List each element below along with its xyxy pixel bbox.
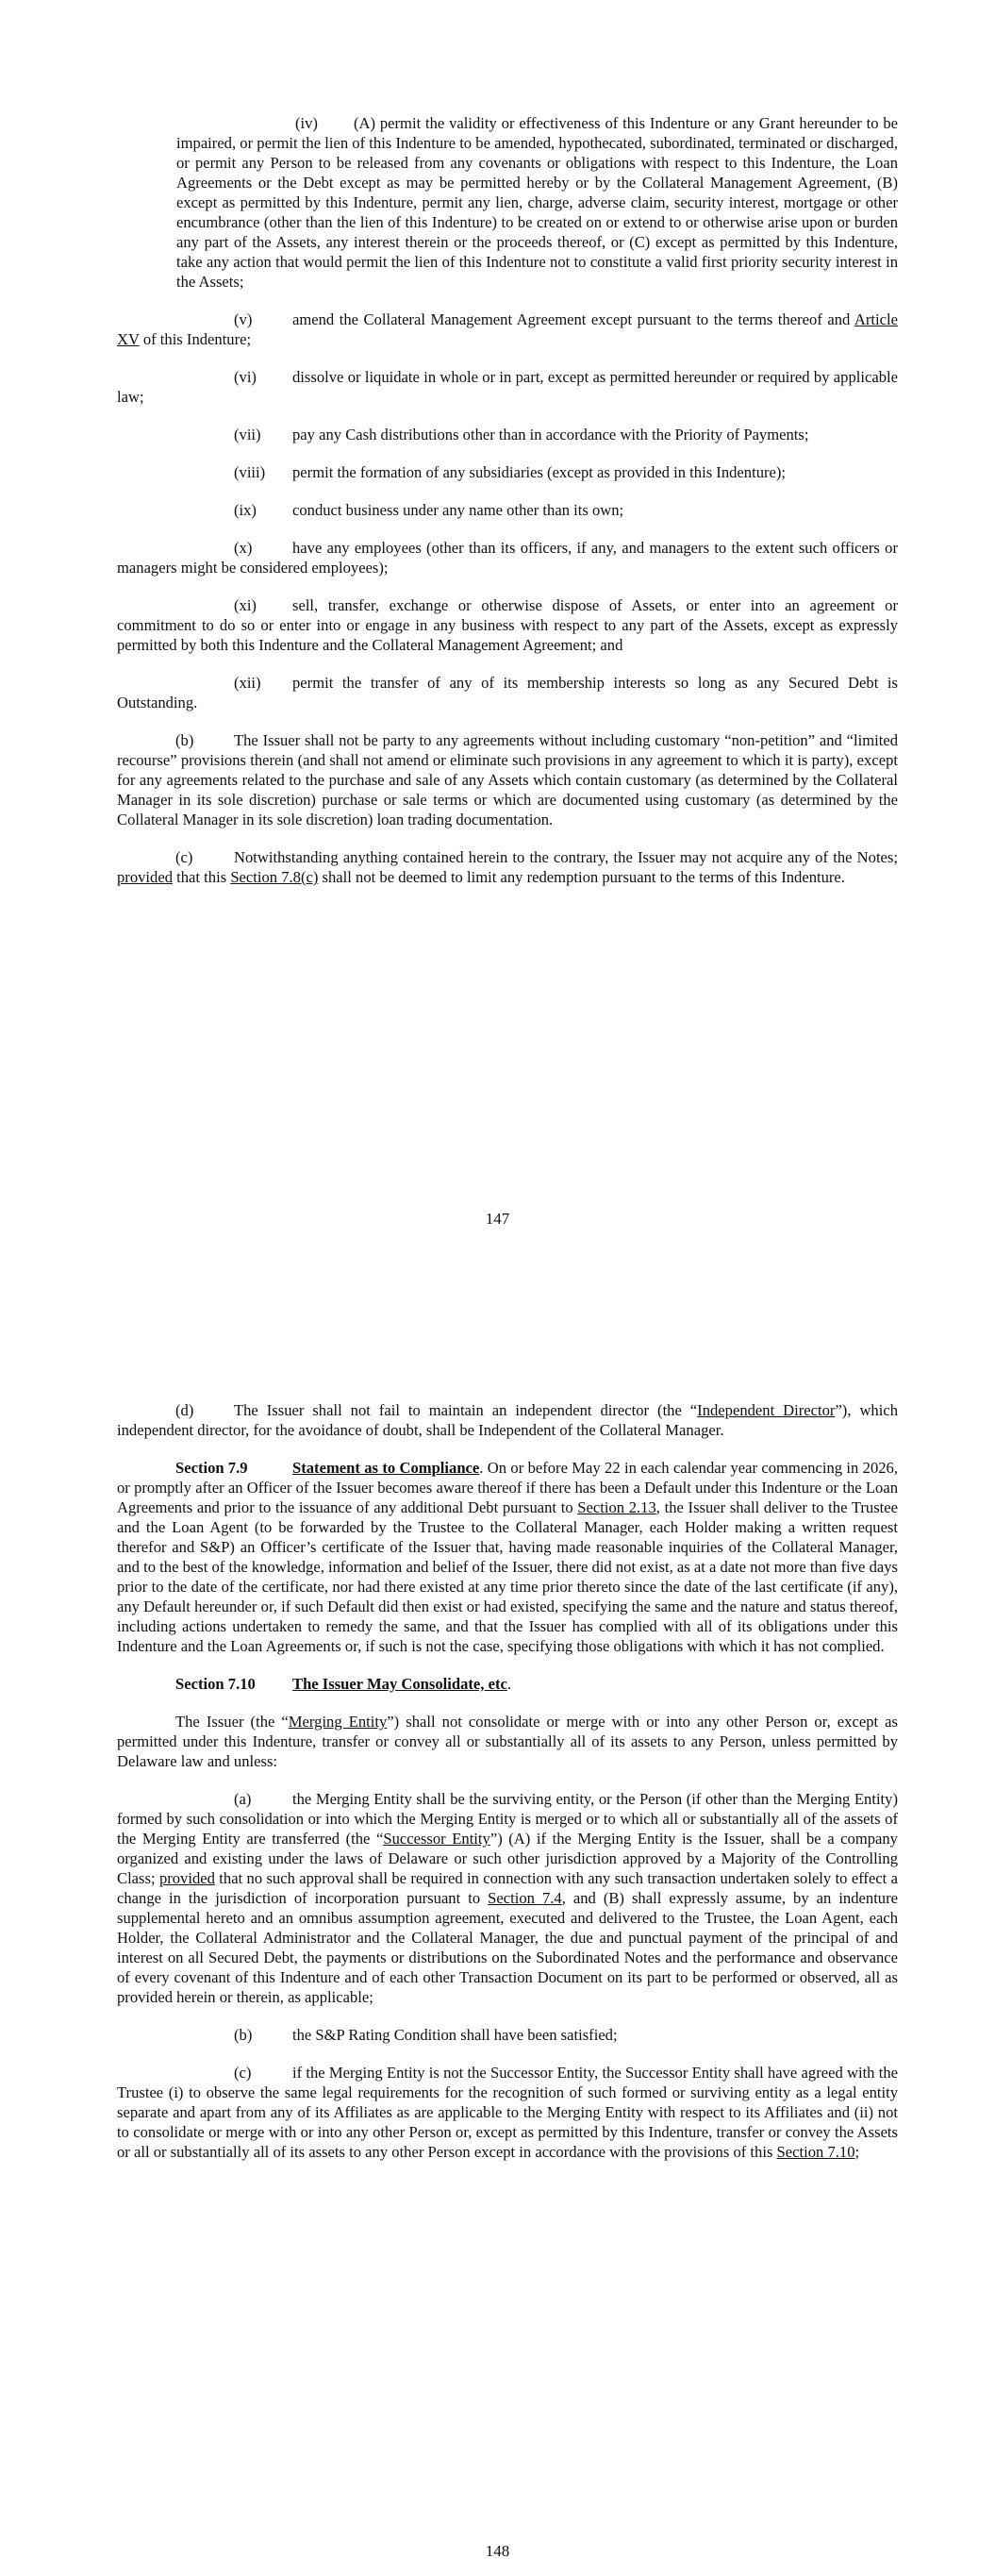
clause-text: if the Merging Entity is not the Successor Entity, the Successor Entity shall have agreed with the Trustee (i) to observe the same legal requirements for the recognition of such formed or surviving entity as a legal entity separate and apart from any of its Affiliates as are applicable to the Merging Entity with respect to its Affiliates and (ii) not to consolidate or merge with or into any other Person or, except as permitted by this Indenture, transfer or convey the Assets or all or substantially all of its assets to any other Person except in accordance with the provisions of this <box>117 2064 898 2161</box>
clause-text: conduct business under any name other than its own; <box>292 501 624 519</box>
clause-label: (viii) <box>234 463 266 481</box>
clause-label: (b) <box>234 2026 253 2044</box>
clause-x <box>117 538 898 577</box>
paragraph-text: that this <box>173 868 231 886</box>
paragraph-text: ”), which independent director, for the avoidance of doubt, shall be Independent of the Collateral Manager. <box>117 1401 898 1439</box>
clause-ix <box>117 500 898 520</box>
section-2-13-link[interactable]: Section 2.13 <box>577 1498 656 1516</box>
clause-label: (v) <box>234 310 253 328</box>
paragraph-d <box>117 1400 898 1440</box>
paragraph-label: (d) <box>175 1401 194 1419</box>
clause-viii <box>117 462 898 482</box>
clause-text: that no such approval shall be required in connection with any such transaction undertaken solely to effect a change in the jurisdiction of incorporation pursuant to <box>117 1869 899 1907</box>
clause-text: , and (B) shall expressly assume, by an indenture supplemental hereto and an omnibus assumption agreement, executed and delivered to the Trustee, the Loan Agent, each Holder, the Collateral Administrator and the Collateral Manager, the due and punctual payment of the principal of and interest on all Secured Debt, the payments or distributions on the Subordinated Notes and the performance and observance of every covenant of this Indenture and of each other Transaction Document on its part to be performed or observed, all as provided herein or therein, as applicable; <box>117 1889 898 2006</box>
section-text: , the Issuer shall deliver to the Trustee and the Loan Agent (to be forwarded by the Trustee to the Collateral Manager, each Holder making a written request therefor and S&P) an Officer’s certificate of the Issuer that, having made reasonable inquiries of the Collateral Manager, and to the best of the knowledge, information and belief of the Issuer, there did not exist, as at a date not more than five days prior to the date of the certificate, nor had there existed at any time prior thereto since the date of the last certificate (if any), any Default hereunder or, if such Default did then exist or had existed, specifying the same and the nature and status thereof, including actions undertaken to remedy the same, and that the Issuer has complied with all of its obligations under this Indenture and the Loan Agreements or, if such is not the case, specifying those obligations with which it has not complied. <box>117 1498 898 1655</box>
successor-entity-term: Successor Entity <box>383 1830 490 1848</box>
paragraph-text: The Issuer shall not fail to maintain an independent director (the “ <box>234 1401 698 1419</box>
provided-term: provided <box>117 868 173 886</box>
paragraph-c <box>117 847 898 887</box>
clause-text: the S&P Rating Condition shall have been satisfied; <box>292 2026 618 2044</box>
page-148 <box>0 1227 995 2576</box>
clause-label: (xii) <box>234 674 261 692</box>
paragraph-text: The Issuer shall not be party to any agreements without including customary “non-petition” and “limited recourse” provisions therein (and shall not amend or eliminate such provisions in any agreement to which it is party), except for any agreements related to the purchase and sale of any Assets which contain customary (as determined by the Collateral Manager in its sole discretion) purchase or sale terms or which are documented using customary (as determined by the Collateral Manager in its sole discretion) loan trading documentation. <box>117 731 898 828</box>
clause-iv <box>176 113 898 292</box>
paragraph-text: ”) shall not consolidate or merge with or into any other Person or, except as permitted under this Indenture, transfer or convey all or substantially all of its assets to any Person, unless permitted by Delaware law and unless: <box>117 1713 898 1770</box>
clause-text: amend the Collateral Management Agreement except pursuant to the terms thereof and <box>292 310 854 328</box>
article-xv-link[interactable]: Article XV <box>117 310 898 348</box>
paragraph-text: shall not be deemed to limit any redemption pursuant to the terms of this Indenture. <box>318 868 845 886</box>
section-7-9 <box>117 1458 898 1656</box>
clause-label: (iv) <box>295 114 318 132</box>
section-number: Section 7.10 <box>175 1675 256 1693</box>
clause-text: permit the transfer of any of its membership interests so long as any Secured Debt is Outstanding. <box>117 674 898 711</box>
paragraph-text: Notwithstanding anything contained herein to the contrary, the Issuer may not acquire any of the Notes; <box>234 848 898 866</box>
paragraph-text: The Issuer (the “ <box>175 1713 289 1731</box>
clause-v <box>117 309 898 349</box>
section-7-10-heading <box>117 1674 898 1694</box>
clause-xi <box>117 595 898 655</box>
clause-label: (vi) <box>234 368 257 386</box>
section-number: Section 7.9 <box>175 1459 248 1477</box>
clause-label: (x) <box>234 539 253 557</box>
merging-entity-term: Merging Entity <box>288 1713 388 1731</box>
clause-label: (a) <box>234 1790 252 1808</box>
paragraph-label: (b) <box>175 731 194 749</box>
clause-label: (vii) <box>234 426 261 443</box>
clause-text: permit the formation of any subsidiaries (except as provided in this Indenture); <box>292 463 787 481</box>
section-text: . <box>506 1675 512 1693</box>
section-7-8c-link[interactable]: Section 7.8(c) <box>230 868 319 886</box>
page-148-body <box>117 1400 898 2180</box>
clause-text: ; <box>854 2143 860 2161</box>
merge-clause-b <box>117 2025 898 2045</box>
section-7-4-link[interactable]: Section 7.4 <box>488 1889 562 1907</box>
merge-clause-c <box>117 2063 898 2162</box>
section-title: Statement as to Compliance <box>292 1459 480 1477</box>
page-number: 148 <box>485 2542 510 2560</box>
clause-text: ”) (A) if the Merging Entity is the Issuer, shall be a company organized and existing under the laws of Delaware or such other jurisdiction approved by a Majority of the Controlling Class; <box>117 1830 898 1887</box>
clause-label: (ix) <box>234 501 257 519</box>
merge-clause-a <box>117 1789 898 2007</box>
page-147 <box>0 0 995 1227</box>
provided-term: provided <box>158 1869 215 1887</box>
clause-text: have any employees (other than its officers, if any, and managers to the extent such officers or managers might be considered employees); <box>117 539 898 577</box>
clause-text: (A) permit the validity or effectiveness of this Indenture or any Grant hereunder to be impaired, or permit the lien of this Indenture to be amended, hypothecated, subordinated, terminated or discharged, or permit any Person to be released from any covenants or obligations with respect to this Indenture, the Loan Agreements or the Debt except as may be permitted hereby or by the Collateral Management Agreement, (B) except as permitted by this Indenture, permit any lien, charge, adverse claim, security interest, mortgage or other encumbrance (other than the lien of this Indenture) to be created on or extend to or otherwise arise upon or burden any part of the Assets, any interest therein or the proceeds thereof, or (C) except as permitted by this Indenture, take any action that would permit the lien of this Indenture not to constitute a valid first priority security interest in the Assets; <box>176 114 898 291</box>
clause-text: of this Indenture; <box>139 330 252 348</box>
clause-vii <box>117 425 898 444</box>
clause-label: (xi) <box>234 596 257 614</box>
section-title: The Issuer May Consolidate, etc <box>292 1675 507 1693</box>
paragraph-label: (c) <box>175 848 193 866</box>
clause-vi <box>117 367 898 407</box>
clause-text: sell, transfer, exchange or otherwise dispose of Assets, or enter into an agreement or commitment to do so or enter into or engage in any business with respect to any part of the Assets, except as expressly permitted by both this Indenture and the Collateral Management Agreement; and <box>117 596 898 654</box>
clause-text: the Merging Entity shall be the surviving entity, or the Person (if other than the Merging Entity) formed by such consolidation or into which the Merging Entity is merged or to which all or substantially all of the assets of the Merging Entity are transferred (the “ <box>117 1790 898 1848</box>
paragraph-b <box>117 730 898 829</box>
section-7-10-intro <box>117 1712 898 1771</box>
independent-director-term: Independent Director <box>697 1401 836 1419</box>
section-text: . On or before May 22 in each calendar year commencing in 2026, or promptly after an Officer of the Issuer becomes aware thereof if there has been a Default under this Indenture or the Loan Agreements and prior to the issuance of any additional Debt pursuant to <box>117 1459 898 1516</box>
clause-text: dissolve or liquidate in whole or in part, except as permitted hereunder or required by applicable law; <box>117 368 898 406</box>
clause-text: pay any Cash distributions other than in accordance with the Priority of Payments; <box>292 426 809 443</box>
page-147-body <box>117 113 898 905</box>
page-number: 147 <box>485 1210 510 1228</box>
clause-xii <box>117 673 898 712</box>
section-7-10-link[interactable]: Section 7.10 <box>776 2143 855 2161</box>
clause-label: (c) <box>234 2064 252 2082</box>
